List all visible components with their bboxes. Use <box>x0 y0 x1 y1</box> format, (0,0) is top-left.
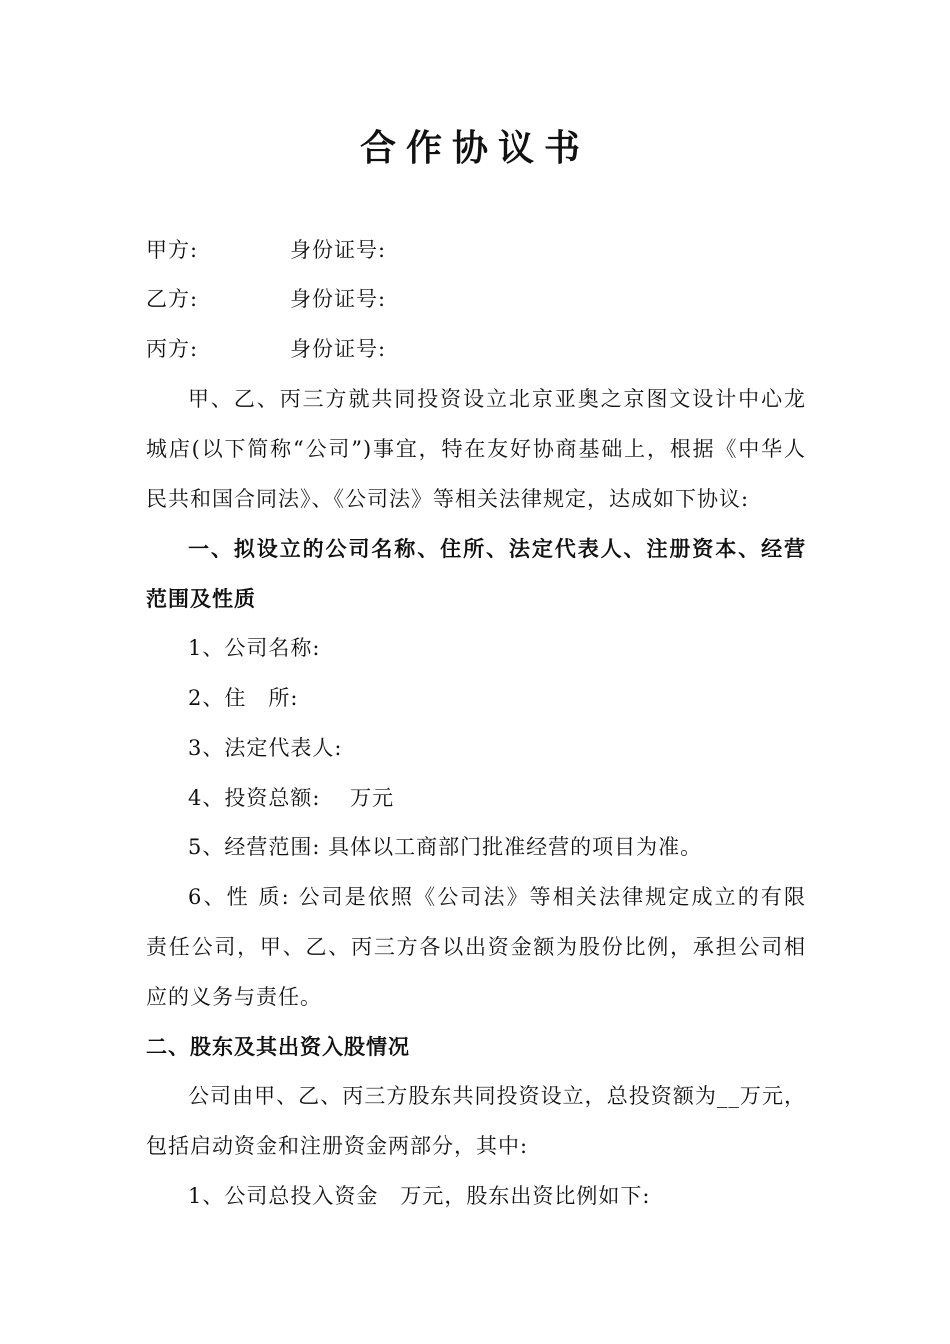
section1-heading-line-2: 范围及性质 <box>146 586 256 611</box>
section1-item-6-line-3: 应的义务与责任。 <box>146 985 322 1009</box>
party-a-row <box>146 235 806 265</box>
section2-para-line-2: 包括启动资金和注册资金两部分，其中: <box>146 1134 529 1158</box>
party-c-row <box>146 334 806 364</box>
intro-line-2: 城店(以下简称“公司”)事宜，特在友好协商基础上，根据《中华人 <box>146 437 806 461</box>
party-b-row <box>146 284 806 314</box>
section2-heading: 二、股东及其出资入股情况 <box>146 1034 410 1059</box>
intro-line-3: 民共和国合同法》、《公司法》等相关法律规定，达成如下协议: <box>146 487 750 511</box>
section1-item-4: 4、投资总额: 万元 <box>188 786 395 810</box>
section1-item-5: 5、经营范围: 具体以工商部门批准经营的项目为准。 <box>188 835 703 859</box>
section2-item-1: 1、公司总投入资金 万元，股东出资比例如下: <box>188 1184 651 1208</box>
section1-item-6-line-2: 责任公司，甲、乙、丙三方各以出资金额为股份比例，承担公司相 <box>146 935 806 959</box>
party-a-id-label: 身份证号: <box>290 238 387 262</box>
section2-para-line-1: 公司由甲、乙、丙三方股东共同投资设立，总投资额为__万元， <box>188 1084 806 1108</box>
document-title: 合作协议书 <box>359 127 590 169</box>
section1-item-1: 1、公司名称: <box>188 636 321 660</box>
party-c-id-label: 身份证号: <box>290 337 387 361</box>
section1-heading-line-1: 一、拟设立的公司名称、住所、法定代表人、注册资本、经营 <box>188 536 806 561</box>
party-c-label: 丙方: <box>146 337 199 361</box>
intro-line-1: 甲、乙、丙三方就共同投资设立北京亚奥之京图文设计中心龙 <box>188 387 806 411</box>
section1-item-6-line-1: 6、性 质: 公司是依照《公司法》等相关法律规定成立的有限 <box>188 885 806 909</box>
section1-item-3: 3、法定代表人: <box>188 736 343 760</box>
party-b-label: 乙方: <box>146 287 199 311</box>
party-b-id-label: 身份证号: <box>290 287 387 311</box>
section1-item-2: 2、住 所: <box>188 686 299 710</box>
party-a-label: 甲方: <box>146 238 199 262</box>
